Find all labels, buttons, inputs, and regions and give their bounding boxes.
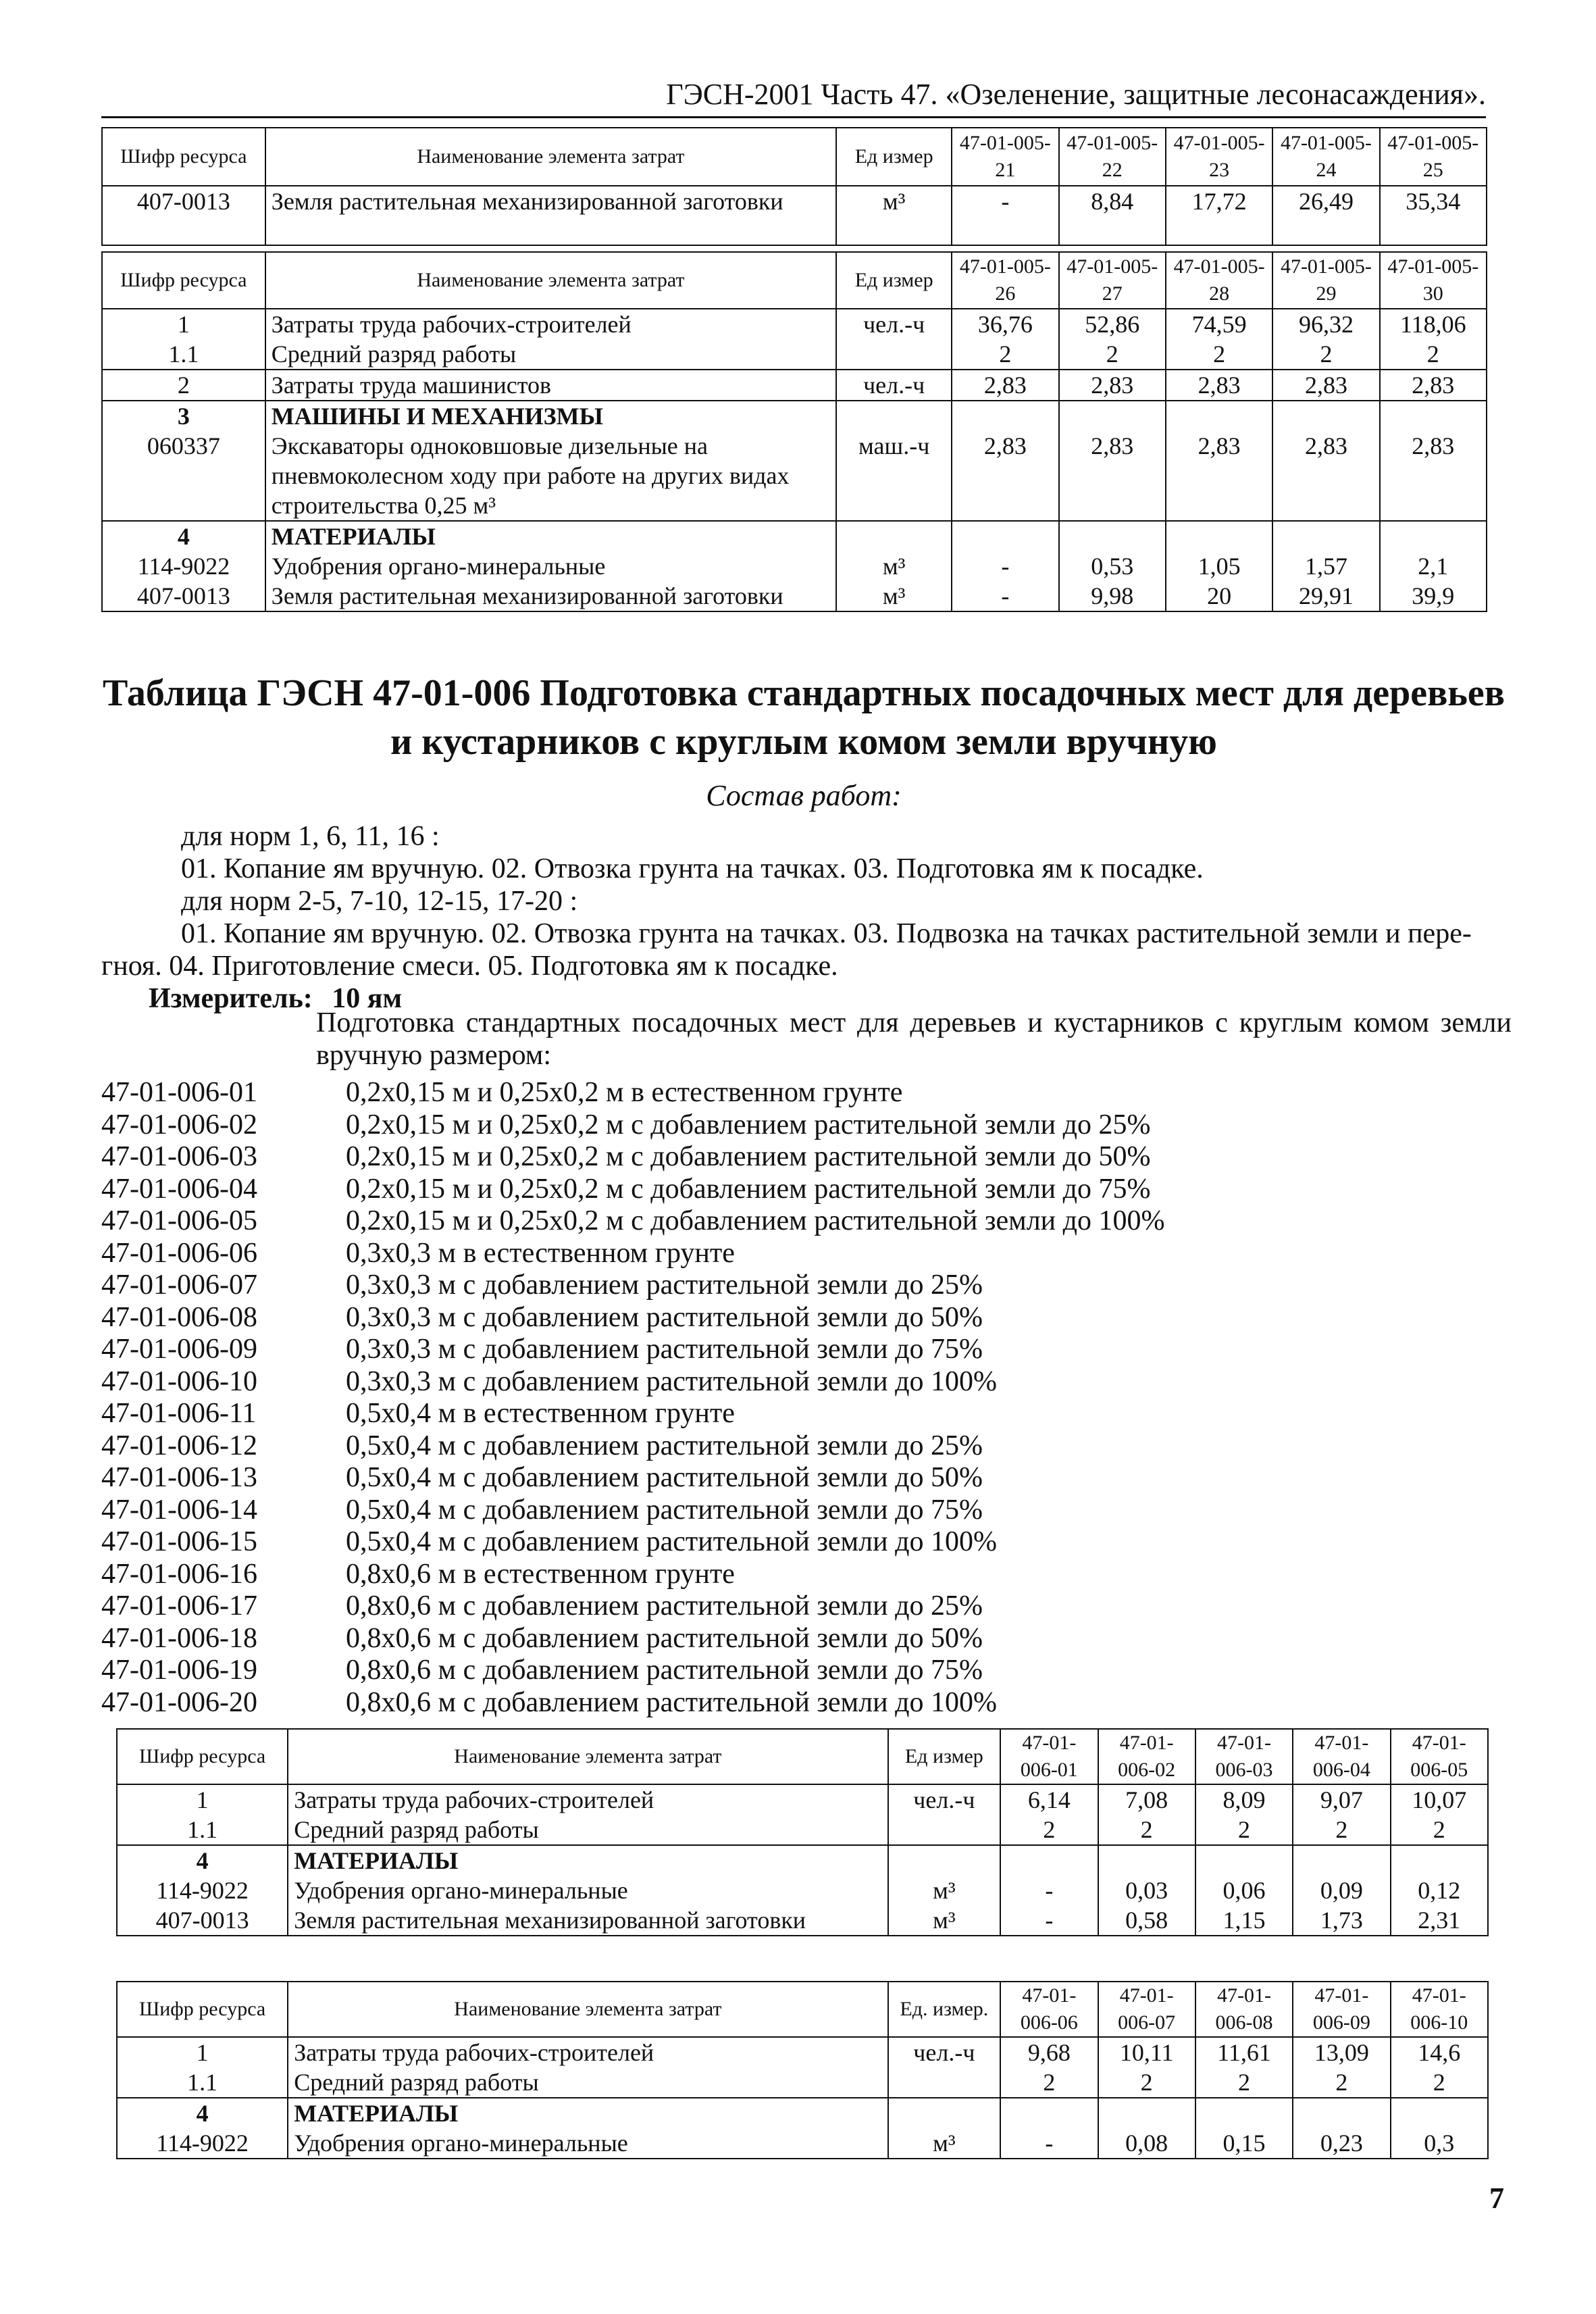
norm-item bbox=[101, 1238, 1164, 1270]
col-header-norm: 47-01-005-23 bbox=[1166, 128, 1272, 186]
col-header-name: Наименование элемента затрат bbox=[265, 128, 836, 186]
col-header-norm: 47-01-006-10 bbox=[1391, 1982, 1488, 2037]
norm-code: 47-01-006-11 bbox=[101, 1398, 257, 1429]
composition-text-b: 01. Копание ям вручную. 02. Отвозка грунта на тачках. 03. Подвозка на тачках растительной земли и пере- bbox=[181, 918, 1472, 949]
composition-text-b-cont: гноя. 04. Приготовление смеси. 05. Подготовка ям к посадке. bbox=[101, 951, 838, 982]
norm-item bbox=[101, 1302, 1164, 1334]
value-cell: 0,3 bbox=[1424, 2130, 1455, 2157]
value-cell: 10,11 bbox=[1119, 2039, 1174, 2066]
norm-description: 0,3х0,3 м с добавлением растительной земли до 75% bbox=[346, 1334, 983, 1365]
value-cell: 0,08 bbox=[1125, 2130, 1168, 2157]
resource-unit: м³ bbox=[882, 582, 906, 609]
col-header-norm: 47-01-006-02 bbox=[1098, 1729, 1195, 1784]
col-header-norm: 47-01-005-26 bbox=[952, 252, 1058, 309]
norm-description: 0,5х0,4 м с добавлением растительной земли до 75% bbox=[346, 1494, 983, 1526]
value-cell: 2 bbox=[1320, 341, 1333, 368]
norm-description: 0,2х0,15 м и 0,25х0,2 м с добавлением растительной земли до 50% bbox=[346, 1141, 1151, 1172]
col-header-norm: 47-01-005-24 bbox=[1272, 128, 1379, 186]
resource-name: Земля растительная механизированной заготовки bbox=[294, 1907, 806, 1934]
col-header-norm: 47-01-006-04 bbox=[1293, 1729, 1390, 1784]
value-cell: 1,05 bbox=[1198, 553, 1241, 580]
value-cell: 35,34 bbox=[1380, 186, 1487, 245]
value-cell: 2 bbox=[1335, 2069, 1348, 2096]
value-cell: - bbox=[1045, 1907, 1054, 1934]
norm-item bbox=[101, 1590, 1164, 1623]
value-cell: 17,72 bbox=[1166, 186, 1272, 245]
value-cell: 0,53 bbox=[1091, 553, 1134, 580]
value-cell: 9,07 bbox=[1320, 1786, 1363, 1813]
col-header-unit: Ед измер bbox=[836, 128, 952, 186]
value-cell: 6,14 bbox=[1027, 1786, 1071, 1813]
norm-code: 47-01-006-10 bbox=[101, 1365, 257, 1397]
col-header-norm: 47-01-005-30 bbox=[1380, 252, 1487, 309]
resource-code: 1.1 bbox=[187, 2069, 218, 2096]
norm-code: 47-01-006-06 bbox=[101, 1237, 257, 1269]
norm-description: 0,8х0,6 м в естественном грунте bbox=[346, 1558, 735, 1590]
norm-code: 47-01-006-03 bbox=[101, 1141, 257, 1172]
resource-name: Средний разряд работы bbox=[294, 1816, 539, 1843]
norm-item bbox=[101, 1174, 1164, 1206]
resource-name: Удобрения органо-минеральные bbox=[294, 2130, 628, 2157]
value-cell: 7,08 bbox=[1125, 1786, 1168, 1813]
section-heading: МАШИНЫ И МЕХАНИЗМЫ bbox=[271, 403, 603, 430]
resource-name: Экскаваторы одноковшовые дизельные на пневмоколесном ходу при работе на других видах строительства 0,25 м³ bbox=[271, 432, 790, 519]
value-cell: 2 bbox=[1433, 1816, 1445, 1843]
resource-unit: чел.-ч bbox=[888, 2037, 1001, 2098]
col-header-code: Шифр ресурса bbox=[102, 252, 265, 309]
norm-code: 47-01-006-17 bbox=[101, 1590, 257, 1621]
value-cell: 0,23 bbox=[1320, 2130, 1363, 2157]
norm-item bbox=[101, 1205, 1164, 1238]
page-number: 7 bbox=[1489, 2182, 1504, 2215]
resource-code: 114-9022 bbox=[156, 1877, 249, 1904]
resource-code: 1 bbox=[177, 311, 190, 338]
col-header-norm: 47-01-006-01 bbox=[1000, 1729, 1098, 1784]
col-header-unit: Ед. измер. bbox=[888, 1982, 1001, 2037]
resource-name: Средний разряд работы bbox=[271, 341, 517, 368]
value-cell: 1,73 bbox=[1320, 1907, 1363, 1934]
value-cell: 9,68 bbox=[1027, 2039, 1071, 2066]
value-cell: 2 bbox=[1140, 2069, 1153, 2096]
table-row bbox=[102, 521, 1487, 611]
section-heading: МАТЕРИАЛЫ bbox=[271, 523, 436, 550]
norm-description: 0,2х0,15 м и 0,25х0,2 м с добавлением растительной земли до 25% bbox=[346, 1109, 1151, 1140]
col-header-norm: 47-01-005-22 bbox=[1059, 128, 1166, 186]
resource-unit: маш.-ч bbox=[858, 432, 930, 459]
col-header-name: Наименование элемента затрат bbox=[288, 1982, 887, 2037]
norm-item bbox=[101, 1334, 1164, 1366]
table-row bbox=[117, 2037, 1488, 2098]
value-cell: 2 bbox=[1238, 2069, 1251, 2096]
norm-code: 47-01-006-14 bbox=[101, 1494, 257, 1526]
value-cell: 0,12 bbox=[1418, 1877, 1461, 1904]
value-cell: 2,83 bbox=[1412, 432, 1455, 459]
value-cell: 10,07 bbox=[1412, 1786, 1467, 1813]
norm-code: 47-01-006-07 bbox=[101, 1269, 257, 1301]
col-header-norm: 47-01-006-07 bbox=[1098, 1982, 1195, 2037]
norm-item bbox=[101, 1430, 1164, 1463]
value-cell: 36,76 bbox=[977, 311, 1033, 338]
composition-text-a: 01. Копание ям вручную. 02. Отвозка грунта на тачках. 03. Подготовка ям к посадке. bbox=[181, 853, 1204, 884]
norm-description: 0,2х0,15 м и 0,25х0,2 м с добавлением растительной земли до 100% bbox=[346, 1205, 1165, 1236]
norm-code: 47-01-006-19 bbox=[101, 1655, 257, 1686]
col-header-name: Наименование элемента затрат bbox=[288, 1729, 887, 1784]
norm-description: 0,3х0,3 м в естественном грунте bbox=[346, 1237, 735, 1269]
value-cell: 2 bbox=[1043, 2069, 1056, 2096]
norm-description: 0,2х0,15 м и 0,25х0,2 м в естественном грунте bbox=[346, 1077, 903, 1108]
value-cell: 2 bbox=[1426, 341, 1439, 368]
value-cell: 2,83 bbox=[1272, 370, 1379, 401]
norm-item bbox=[101, 1623, 1164, 1655]
table-row bbox=[102, 186, 1487, 245]
norm-code: 47-01-006-09 bbox=[101, 1334, 257, 1365]
section-heading: МАТЕРИАЛЫ bbox=[294, 2100, 459, 2127]
section-heading: МАТЕРИАЛЫ bbox=[294, 1847, 459, 1874]
norm-description: 0,5х0,4 м с добавлением растительной земли до 100% bbox=[346, 1526, 997, 1557]
value-cell: - bbox=[1001, 553, 1010, 580]
resource-name: Затраты труда рабочих-строителей bbox=[294, 2039, 654, 2066]
resource-name: Земля растительная механизированной заготовки bbox=[265, 186, 836, 245]
norm-item bbox=[101, 1687, 1164, 1719]
value-cell: - bbox=[1045, 2130, 1054, 2157]
resource-code: 407-0013 bbox=[102, 186, 265, 245]
resource-name: Затраты труда рабочих-строителей bbox=[294, 1786, 654, 1813]
value-cell: 0,03 bbox=[1125, 1877, 1168, 1904]
table-row bbox=[117, 2098, 1488, 2159]
col-header-unit: Ед измер bbox=[888, 1729, 1001, 1784]
value-cell: 1,57 bbox=[1304, 553, 1347, 580]
norm-code: 47-01-006-16 bbox=[101, 1558, 257, 1590]
resource-table-4 bbox=[116, 1981, 1489, 2159]
col-header-code: Шифр ресурса bbox=[102, 128, 265, 186]
resource-unit: чел.-ч bbox=[836, 309, 952, 370]
norms-list bbox=[101, 1077, 1164, 1719]
norm-code: 47-01-006-18 bbox=[101, 1622, 257, 1654]
value-cell: 26,49 bbox=[1272, 186, 1379, 245]
value-cell: 2 bbox=[999, 341, 1012, 368]
value-cell: - bbox=[1045, 1877, 1054, 1904]
value-cell: 96,32 bbox=[1298, 311, 1354, 338]
norm-item bbox=[101, 1655, 1164, 1687]
value-cell: 2,31 bbox=[1418, 1907, 1461, 1934]
norm-item bbox=[101, 1077, 1164, 1109]
value-cell: 20 bbox=[1207, 582, 1232, 609]
resource-unit: м³ bbox=[836, 186, 952, 245]
col-header-name: Наименование элемента затрат bbox=[265, 252, 836, 309]
resource-code: 1.1 bbox=[168, 341, 199, 368]
composition-group-a: для норм 1, 6, 11, 16 : bbox=[181, 821, 440, 852]
norm-description: 0,2х0,15 м и 0,25х0,2 м с добавлением растительной земли до 75% bbox=[346, 1173, 1151, 1205]
col-header-norm: 47-01-005-27 bbox=[1059, 252, 1166, 309]
value-cell: 2 bbox=[1433, 2069, 1445, 2096]
running-header: ГЭСН-2001 Часть 47. «Озеленение, защитные лесонасаждения». bbox=[101, 76, 1486, 118]
norm-item bbox=[101, 1462, 1164, 1494]
col-header-norm: 47-01-006-09 bbox=[1293, 1982, 1390, 2037]
resource-unit: м³ bbox=[882, 553, 906, 580]
value-cell: 9,98 bbox=[1091, 582, 1134, 609]
value-cell: 0,58 bbox=[1125, 1907, 1168, 1934]
table-row bbox=[102, 309, 1487, 370]
section-code: 4 bbox=[196, 1847, 209, 1874]
resource-code: 407-0013 bbox=[136, 582, 230, 609]
value-cell: 0,06 bbox=[1222, 1877, 1266, 1904]
norm-item bbox=[101, 1141, 1164, 1174]
norm-code: 47-01-006-08 bbox=[101, 1301, 257, 1333]
norm-description: 0,5х0,4 м с добавлением растительной земли до 25% bbox=[346, 1430, 983, 1461]
resource-unit: чел.-ч bbox=[836, 370, 952, 401]
resource-code: 1 bbox=[196, 1786, 209, 1813]
value-cell: 52,86 bbox=[1085, 311, 1140, 338]
norm-code: 47-01-006-04 bbox=[101, 1173, 257, 1205]
value-cell: 2,83 bbox=[952, 370, 1058, 401]
resource-table-3 bbox=[116, 1728, 1489, 1936]
col-header-norm: 47-01-005-29 bbox=[1272, 252, 1379, 309]
section-code: 4 bbox=[196, 2100, 209, 2127]
value-cell: 2 bbox=[1106, 341, 1118, 368]
value-cell: - bbox=[952, 186, 1058, 245]
norm-item bbox=[101, 1366, 1164, 1399]
value-cell: 29,91 bbox=[1298, 582, 1354, 609]
norm-item bbox=[101, 1494, 1164, 1527]
norm-item bbox=[101, 1526, 1164, 1559]
value-cell: 2,83 bbox=[1198, 432, 1241, 459]
section-code: 3 bbox=[177, 403, 190, 430]
value-cell: 0,09 bbox=[1320, 1877, 1363, 1904]
col-header-unit: Ед измер bbox=[836, 252, 952, 309]
resource-name: Земля растительная механизированной заготовки bbox=[271, 582, 783, 609]
norm-code: 47-01-006-02 bbox=[101, 1109, 257, 1140]
norm-code: 47-01-006-13 bbox=[101, 1462, 257, 1493]
col-header-norm: 47-01-005-28 bbox=[1166, 252, 1272, 309]
value-cell: 2,83 bbox=[1380, 370, 1487, 401]
norm-item bbox=[101, 1559, 1164, 1591]
norm-description: 0,3х0,3 м с добавлением растительной земли до 25% bbox=[346, 1269, 983, 1301]
resource-name: Затраты труда машинистов bbox=[265, 370, 836, 401]
resource-code: 060337 bbox=[147, 432, 220, 459]
norm-description: 0,8х0,6 м с добавлением растительной земли до 50% bbox=[346, 1622, 983, 1654]
value-cell: 8,09 bbox=[1222, 1786, 1266, 1813]
norm-description: 0,8х0,6 м с добавлением растительной земли до 100% bbox=[346, 1686, 997, 1718]
measurer-label: Измеритель: bbox=[149, 983, 313, 1014]
section-code: 4 bbox=[177, 523, 190, 550]
resource-unit: м³ bbox=[933, 1877, 956, 1904]
value-cell: 74,59 bbox=[1191, 311, 1247, 338]
col-header-norm: 47-01-006-03 bbox=[1195, 1729, 1293, 1784]
value-cell: 2,1 bbox=[1418, 553, 1449, 580]
resource-unit: м³ bbox=[933, 2130, 956, 2157]
col-header-norm: 47-01-006-06 bbox=[1000, 1982, 1098, 2037]
norms-intro: Подготовка стандартных посадочных мест для деревьев и кустарников с круглым комом земли вручную размером: bbox=[316, 1007, 1512, 1071]
col-header-code: Шифр ресурса bbox=[117, 1729, 288, 1784]
value-cell: 39,9 bbox=[1412, 582, 1455, 609]
value-cell: 2,83 bbox=[1091, 432, 1134, 459]
norm-description: 0,3х0,3 м с добавлением растительной земли до 100% bbox=[346, 1365, 997, 1397]
value-cell: 2 bbox=[1213, 341, 1226, 368]
value-cell: 8,84 bbox=[1059, 186, 1166, 245]
value-cell: 2,83 bbox=[1304, 432, 1347, 459]
col-header-norm: 47-01-005-25 bbox=[1380, 128, 1487, 186]
resource-unit: м³ bbox=[933, 1907, 956, 1934]
norm-description: 0,5х0,4 м с добавлением растительной земли до 50% bbox=[346, 1462, 983, 1493]
value-cell: 2 bbox=[1140, 1816, 1153, 1843]
measurer-value: 10 ям bbox=[332, 983, 403, 1014]
composition-group-b: для норм 2-5, 7-10, 12-15, 17-20 : bbox=[181, 886, 578, 917]
col-header-norm: 47-01-005-21 bbox=[952, 128, 1058, 186]
value-cell: 11,61 bbox=[1217, 2039, 1271, 2066]
norm-description: 0,3х0,3 м с добавлением растительной земли до 50% bbox=[346, 1301, 983, 1333]
composition-label: Состав работ: bbox=[706, 779, 902, 812]
norm-item bbox=[101, 1269, 1164, 1302]
value-cell: 2 bbox=[1043, 1816, 1056, 1843]
value-cell: 2,83 bbox=[1166, 370, 1272, 401]
value-cell: 2 bbox=[1238, 1816, 1251, 1843]
norm-code: 47-01-006-12 bbox=[101, 1430, 257, 1461]
norm-code: 47-01-006-15 bbox=[101, 1526, 257, 1557]
table-row bbox=[117, 1784, 1488, 1845]
value-cell: - bbox=[1001, 582, 1010, 609]
resource-code: 1.1 bbox=[187, 1816, 218, 1843]
norm-item bbox=[101, 1109, 1164, 1142]
value-cell: 1,15 bbox=[1222, 1907, 1266, 1934]
resource-code: 407-0013 bbox=[155, 1907, 249, 1934]
resource-unit: чел.-ч bbox=[888, 1784, 1001, 1845]
resource-table-1 bbox=[101, 127, 1487, 246]
value-cell: 2,83 bbox=[1059, 370, 1166, 401]
resource-code: 114-9022 bbox=[156, 2130, 249, 2157]
value-cell: 2 bbox=[1335, 1816, 1348, 1843]
norm-item bbox=[101, 1398, 1164, 1430]
resource-code: 2 bbox=[102, 370, 265, 401]
col-header-norm: 47-01-006-08 bbox=[1195, 1982, 1293, 2037]
norm-description: 0,5х0,4 м в естественном грунте bbox=[346, 1398, 735, 1429]
resource-name: Удобрения органо-минеральные bbox=[294, 1877, 628, 1904]
resource-name: Удобрения органо-минеральные bbox=[271, 553, 606, 580]
norm-code: 47-01-006-05 bbox=[101, 1205, 257, 1236]
table-title: Таблица ГЭСН 47-01-006 Подготовка стандартных посадочных мест для деревьев и кустарников с круглым комом земли вручную bbox=[102, 672, 1505, 763]
value-cell: 0,15 bbox=[1222, 2130, 1266, 2157]
norm-description: 0,8х0,6 м с добавлением растительной земли до 25% bbox=[346, 1590, 983, 1621]
table-row bbox=[117, 1845, 1488, 1936]
resource-code: 114-9022 bbox=[137, 553, 230, 580]
resource-name: Средний разряд работы bbox=[294, 2069, 539, 2096]
value-cell: 14,6 bbox=[1418, 2039, 1461, 2066]
col-header-norm: 47-01-006-05 bbox=[1391, 1729, 1488, 1784]
table-row bbox=[102, 370, 1487, 401]
value-cell: 13,09 bbox=[1314, 2039, 1369, 2066]
resource-code: 1 bbox=[196, 2039, 209, 2066]
value-cell: 2,83 bbox=[983, 432, 1027, 459]
resource-table-2 bbox=[101, 251, 1487, 612]
col-header-code: Шифр ресурса bbox=[117, 1982, 288, 2037]
table-row bbox=[102, 401, 1487, 521]
norm-code: 47-01-006-20 bbox=[101, 1686, 257, 1718]
norm-code: 47-01-006-01 bbox=[101, 1077, 257, 1108]
norm-description: 0,8х0,6 м с добавлением растительной земли до 75% bbox=[346, 1655, 983, 1686]
resource-name: Затраты труда рабочих-строителей bbox=[271, 311, 632, 338]
value-cell: 118,06 bbox=[1399, 311, 1466, 338]
